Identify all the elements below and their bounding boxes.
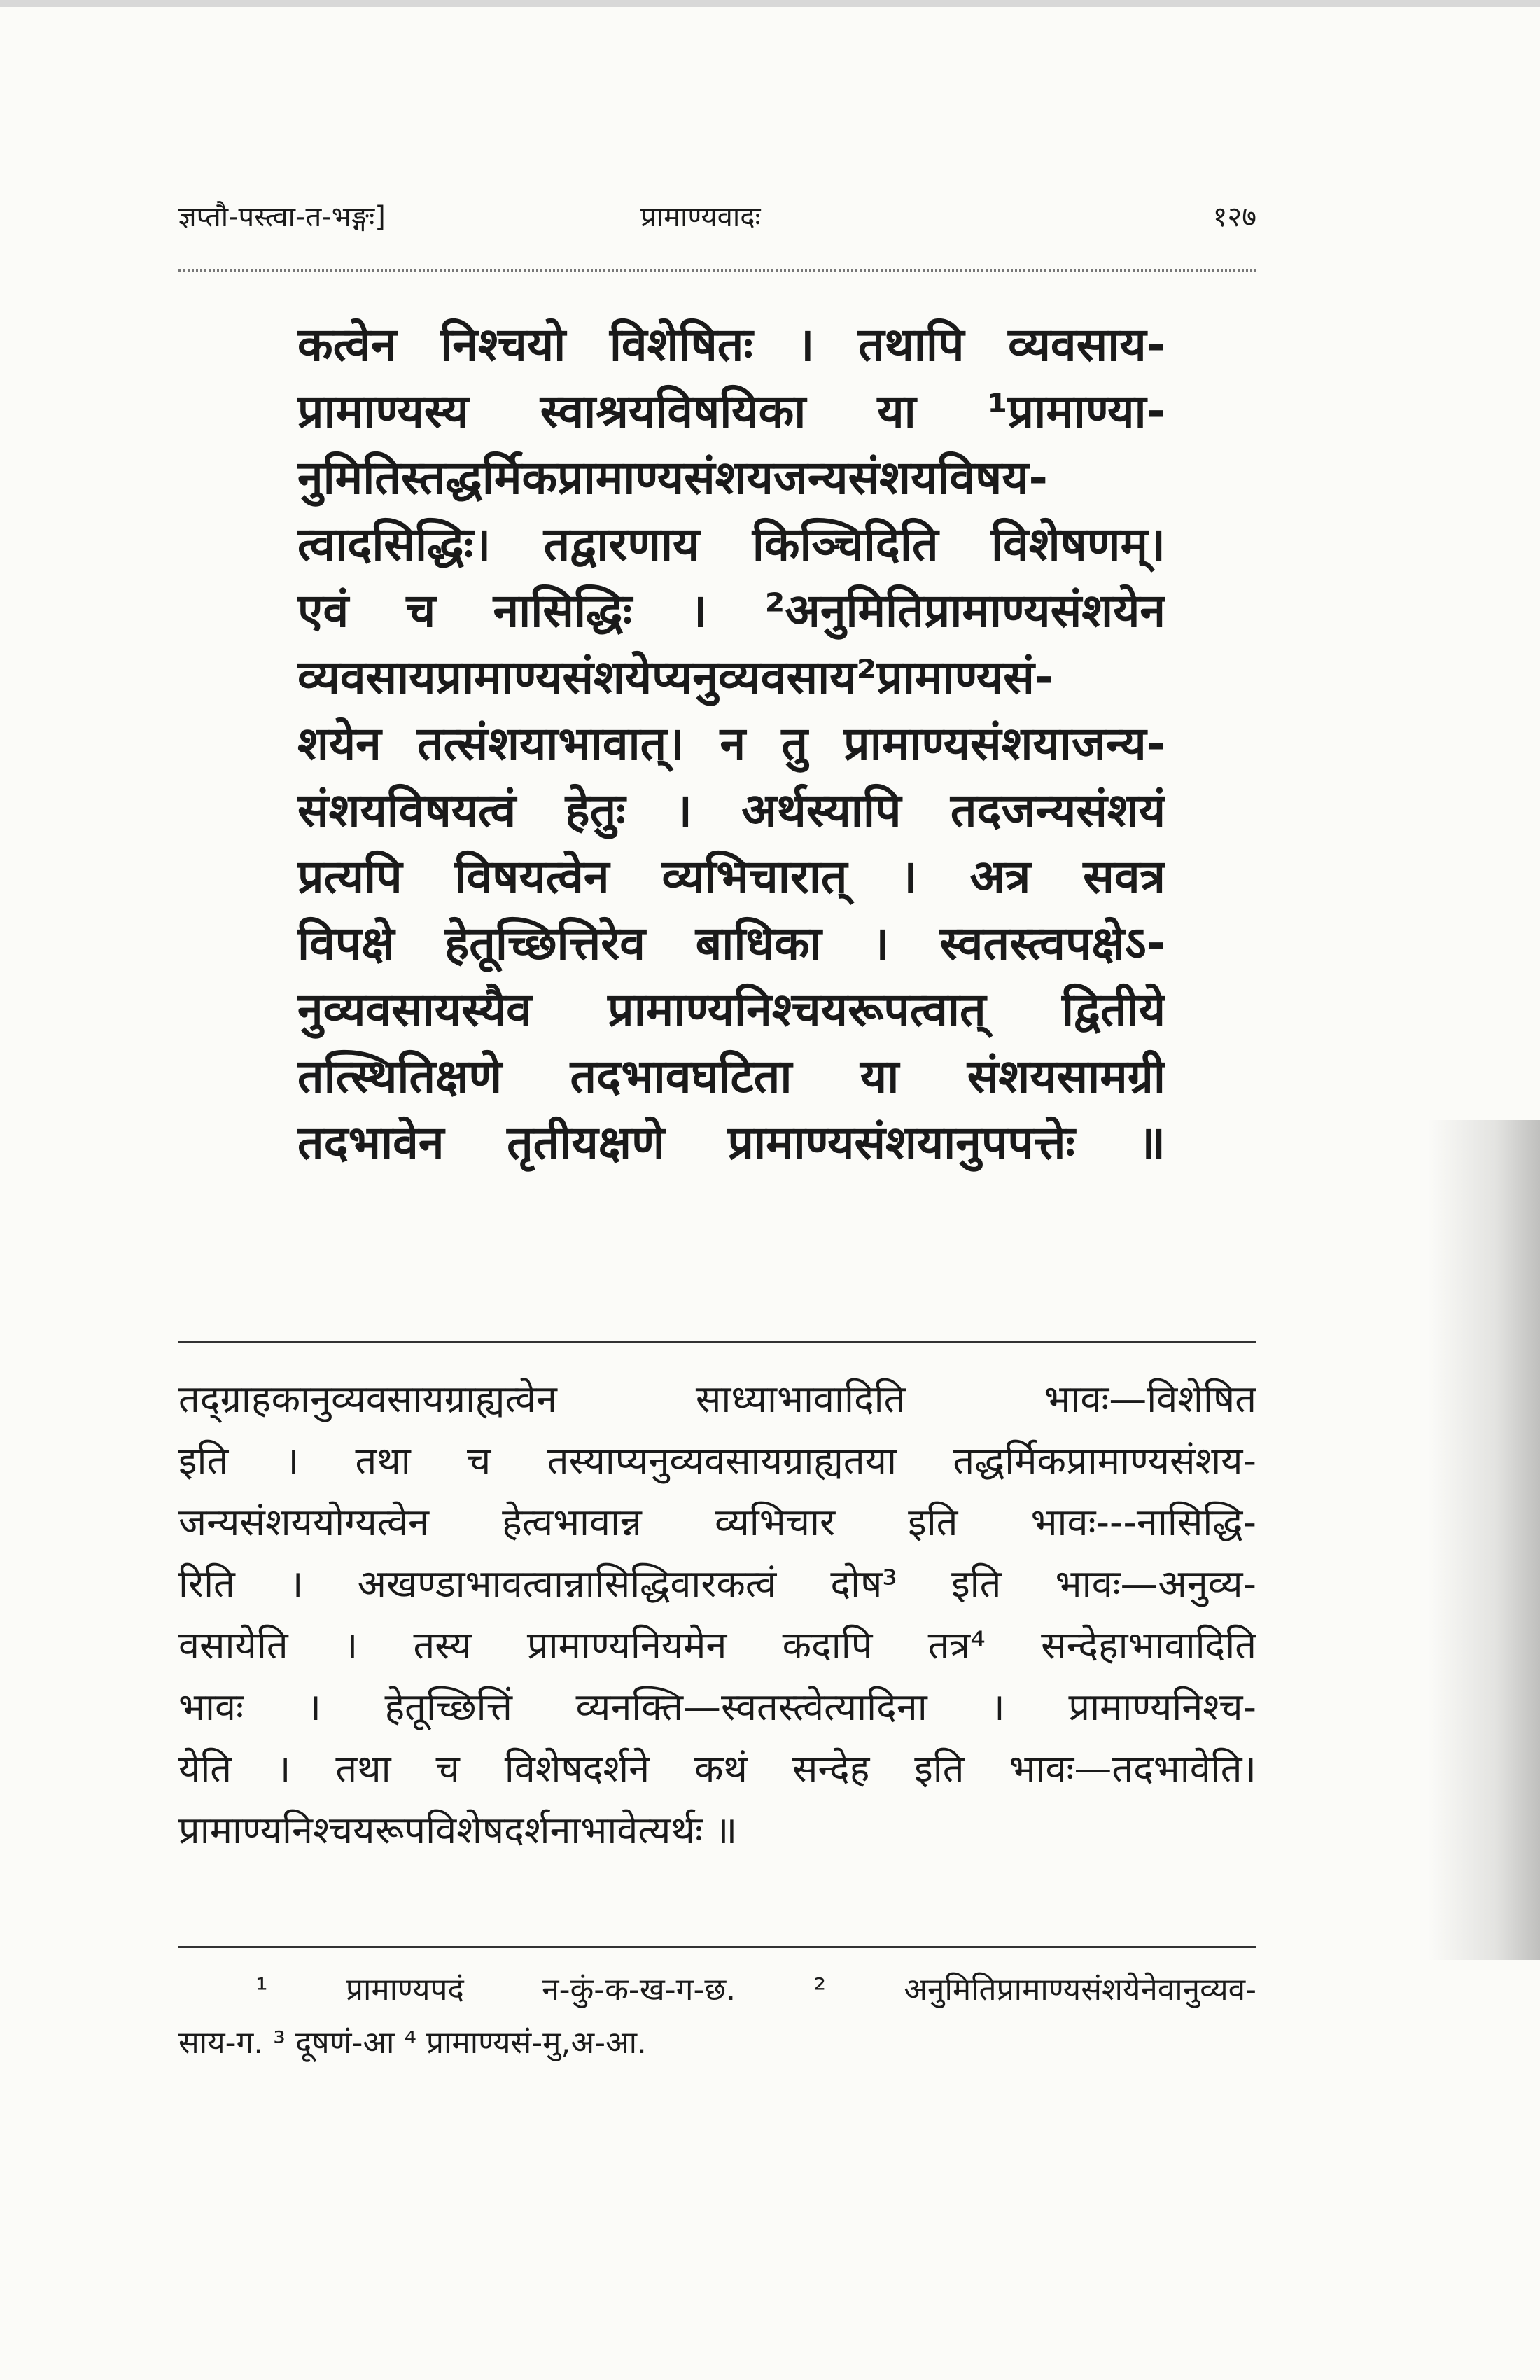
main-text-line: त्वादसिद्धिः। तद्वारणाय किञ्चिदिति विशेषणम्। [298,517,1166,571]
commentary-line: येति । तथा च विशेषदर्शने कथं सन्देह इति भावः—तदभावेति। [178,1746,1256,1791]
main-text [298,312,1166,1176]
header-chapter-title: प्रामाण्यवादः [640,201,761,233]
commentary-line: इति । तथा च तस्याप्यनुव्यवसायग्राह्यतया तद्धर्मिकप्रामाण्यसंशय- [178,1438,1256,1483]
page-top-edge [0,0,1540,7]
footnotes [178,1963,1256,2070]
main-text-line: कत्वेन निश्चयो विशेषितः । तथापि व्यवसाय- [298,318,1166,372]
footnote-line: साय-ग. ³ दूषणं-आ ⁴ प्रामाण्यसं-मु,अ-आ. [178,2025,647,2061]
commentary-divider [178,1340,1256,1343]
main-text-line: प्रत्यपि विषयत्वेन व्यभिचारात् । अत्र सवत्र [298,850,1166,904]
commentary-line: प्रामाण्यनिश्चयरूपविशेषदर्शनाभावेत्यर्थः ॥ [178,1808,738,1852]
main-text-line: नुमितिस्तद्धर्मिकप्रामाण्यसंशयजन्यसंशयविषय- [298,451,1048,505]
commentary-line: जन्यसंशययोग्यत्वेन हेत्वभावान्न व्यभिचार इति भावः---नासिद्धि- [178,1500,1256,1544]
main-text-line: संशयविषयत्वं हेतुः । अर्थस्यापि तदजन्यसंशयं [298,783,1166,837]
commentary-text [178,1368,1256,1861]
footnote-line: ¹ प्रामाण्यपदं न-कुं-क-ख-ग-छ. ² अनुमितिप्रामाण्यसंशयेनेवानुव्यव- [255,1972,1256,2008]
header-section-title: ज्ञप्तौ-पस्त्वा-त-भङ्गः] [178,201,386,233]
main-text-line: तत्स्थितिक्षणे तदभावघटिता या संशयसामग्री [298,1049,1166,1103]
running-header [178,196,1256,238]
commentary-line: वसायेति । तस्य प्रामाण्यनियमेन कदापि तत्र⁴ सन्देहाभावादिति [178,1623,1256,1667]
commentary-line: तद्ग्राहकानुव्यवसायग्राह्यत्वेन साध्याभावादिति भावः—विशेषित [178,1377,1256,1421]
header-divider [178,270,1256,274]
commentary-line: रिति । अखण्डाभावत्वान्नासिद्धिवारकत्वं दोष³ इति भावः—अनुव्य- [178,1562,1256,1606]
footnote-divider [178,1946,1256,1948]
main-text-line: व्यवसायप्रामाण्यसंशयेप्यनुव्यवसाय²प्रामाण्यसं- [298,650,1054,704]
commentary-line: भावः । हेतूच्छित्तिं व्यनक्ति—स्वतस्त्वेत्यादिना । प्रामाण्यनिश्च- [178,1685,1256,1729]
main-text-line: तदभावेन तृतीयक्षणे प्रामाण्यसंशयानुपपत्तेः ॥ [298,1116,1166,1170]
main-text-line: शयेन तत्संशयाभावात्। न तु प्रामाण्यसंशयाजन्य- [298,717,1166,771]
main-text-line: विपक्षे हेतूच्छित्तिरेव बाधिका । स्वतस्त्वपक्षेऽ- [298,916,1166,970]
main-text-line: एवं च नासिद्धिः । ²अनुमितिप्रामाण्यसंशयेन [298,584,1166,638]
page-number: १२७ [1212,201,1256,233]
main-text-line: नुव्यवसायस्यैव प्रामाण्यनिश्चयरूपत्वात् द्वितीये [298,983,1166,1037]
main-text-line: प्रामाण्यस्य स्वाश्रयविषयिका या ¹प्रामाण्या- [298,384,1166,438]
page-worn-edge [1428,1120,1540,1960]
